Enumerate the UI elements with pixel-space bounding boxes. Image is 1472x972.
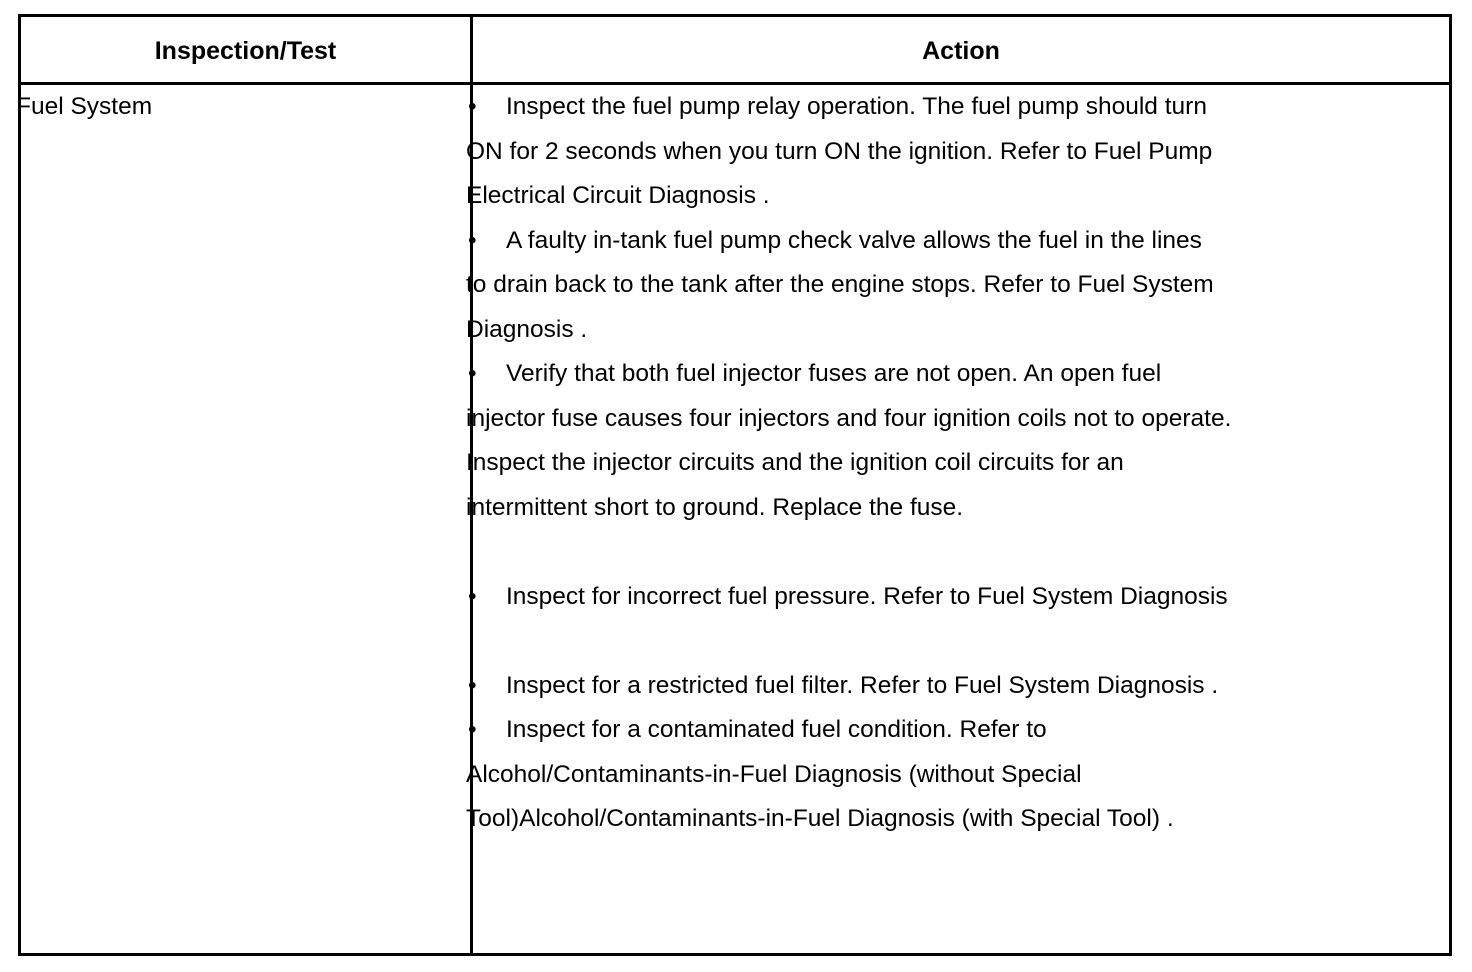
action-item	[466, 664, 1346, 709]
action-line: Inspect the fuel pump relay operation. The fuel pump should turn	[506, 93, 1207, 120]
action-line: Inspect for a contaminated fuel condition. Refer to	[506, 716, 1047, 743]
action-line: injector fuse causes four injectors and four ignition coils not to operate.	[466, 404, 1232, 432]
action-line: intermittent short to ground. Replace the fuse.	[466, 493, 964, 521]
spacer	[466, 619, 1346, 664]
cell-inspection-fuel-system: Fuel System	[16, 93, 153, 120]
table-header-row	[21, 17, 1449, 85]
action-item	[466, 352, 1346, 397]
bullet-icon: •	[468, 226, 477, 254]
bullet-icon: •	[468, 360, 477, 387]
action-item	[466, 575, 1346, 620]
action-line: Verify that both fuel injector fuses are not open. An open fuel	[506, 360, 1162, 387]
action-item	[466, 219, 1346, 264]
cell-action-list	[466, 85, 1346, 842]
bullet-icon: •	[468, 716, 477, 743]
action-line: Inspect for a restricted fuel filter. Refer to Fuel System Diagnosis .	[506, 671, 1219, 699]
action-line: ON for 2 seconds when you turn ON the ignition. Refer to Fuel Pump	[466, 137, 1213, 165]
action-line: Diagnosis .	[466, 315, 588, 343]
action-line: Tool)Alcohol/Contaminants-in-Fuel Diagnosis (with Special Tool) .	[466, 805, 1174, 832]
header-inspection-test: Inspection/Test	[154, 37, 337, 65]
action-item	[466, 85, 1346, 130]
bullet-icon: •	[468, 93, 477, 120]
action-line: Inspect for incorrect fuel pressure. Refer to Fuel System Diagnosis	[506, 582, 1228, 610]
action-line: A faulty in-tank fuel pump check valve allows the fuel in the lines	[506, 226, 1202, 254]
action-line: to drain back to the tank after the engine stops. Refer to Fuel System	[466, 271, 1214, 298]
action-line: Inspect the injector circuits and the ignition coil circuits for an	[466, 449, 1124, 476]
action-item	[466, 708, 1346, 753]
header-action: Action	[922, 37, 1000, 65]
action-line: Alcohol/Contaminants-in-Fuel Diagnosis (without Special	[466, 760, 1082, 788]
spacer	[466, 530, 1346, 575]
bullet-icon: •	[468, 671, 477, 699]
action-line: Electrical Circuit Diagnosis .	[466, 182, 770, 209]
bullet-icon: •	[468, 582, 477, 610]
